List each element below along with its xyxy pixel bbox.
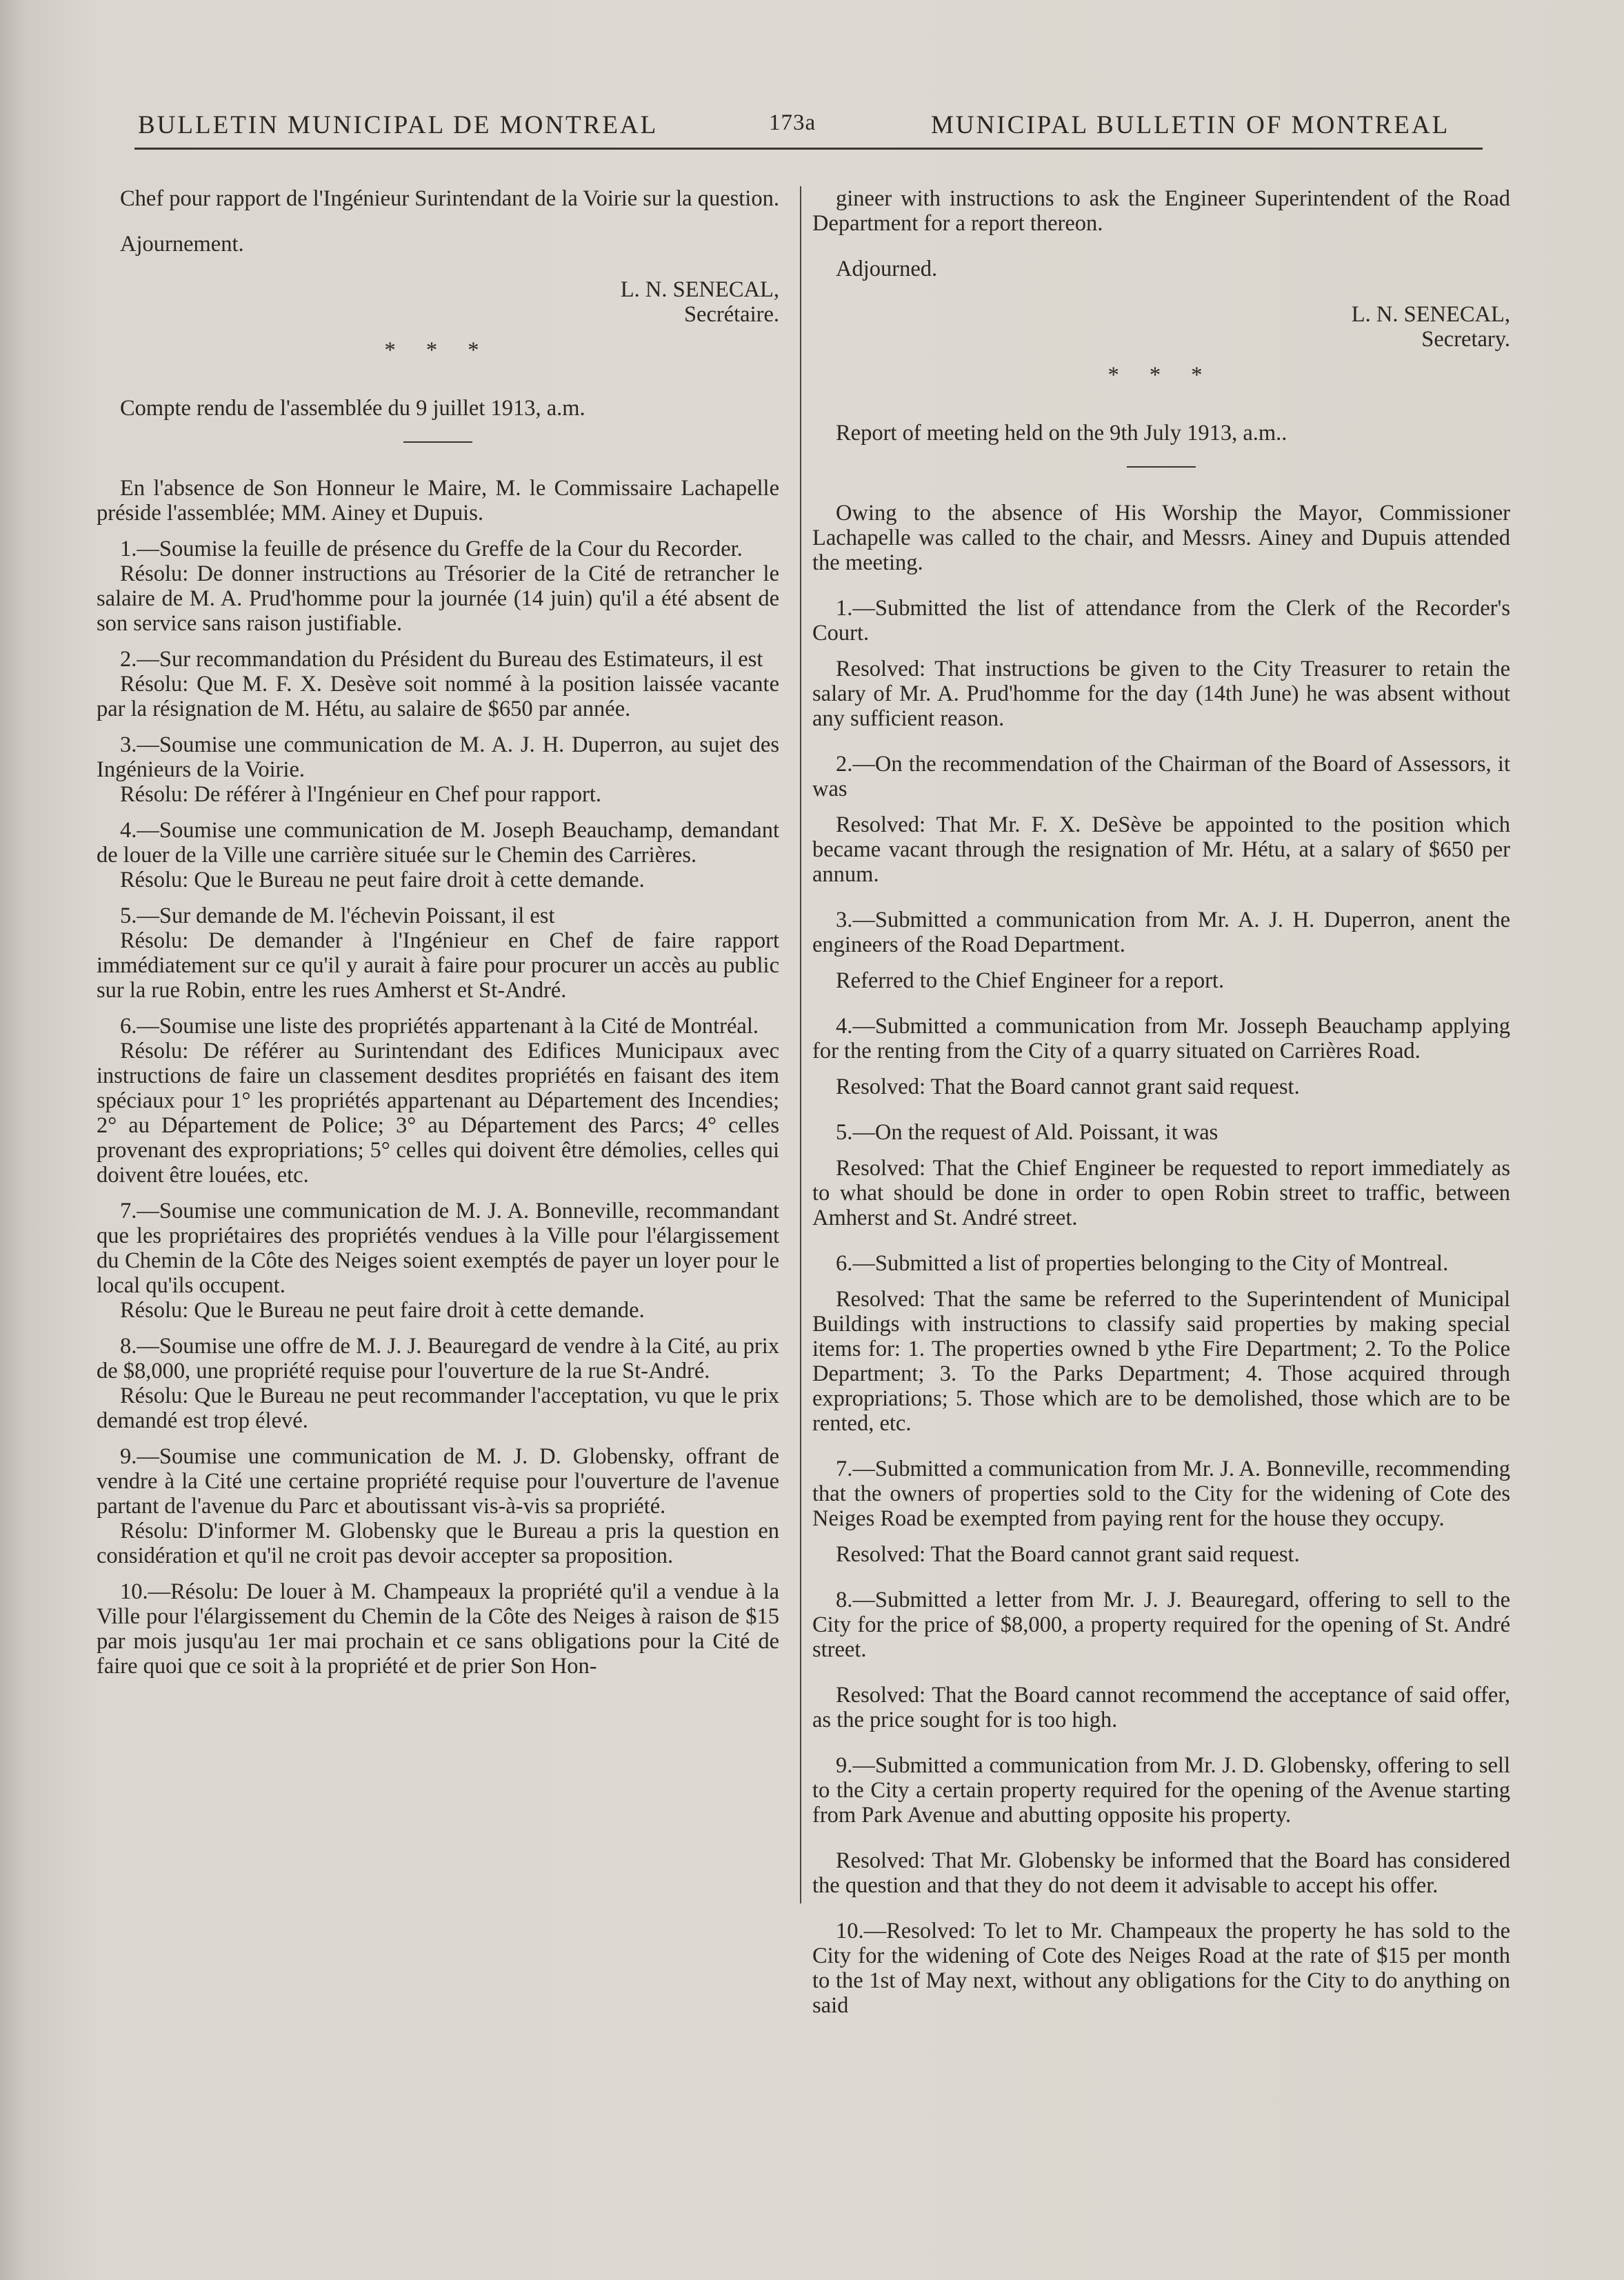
header-french-title: BULLETIN MUNICIPAL DE MONTREAL <box>138 111 659 139</box>
item-6: 6.—Soumise une liste des propriétés appartenant à la Cité de Montréal. <box>120 1014 759 1039</box>
intro-paragraph: Chef pour rapport de l'Ingénieur Surintendant de la Voirie sur la question. <box>120 186 779 211</box>
resolution-1: Résolu: De donner instructions au Trésorier de la Cité de retrancher le salaire de M. A. Prud'homme pour la journée (14 juin) qu'il a été absent de son service sans raison justifiable. <box>97 561 779 636</box>
item-10: 10.—Résolu: De louer à M. Champeaux la propriété qu'il a vendue à la Ville pour l'élargissement du Chemin de la Côte des Neiges à raison de $15 par mois jusqu'au 1er mai prochain et ce sans obligations pour la Cité de faire quoi que ce soit à la propriété et de prier Son Hon- <box>97 1579 779 1679</box>
english-column <box>812 186 1510 2018</box>
resolution-7: Resolved: That the Board cannot grant said request. <box>836 1542 1300 1567</box>
report-title: Report of meeting held on the 9th July 1913, a.m.. <box>836 421 1287 446</box>
intro-paragraph: gineer with instructions to ask the Engineer Superintendent of the Road Department for a report thereon. <box>812 186 1510 236</box>
attendance-paragraph: Owing to the absence of His Worship the Mayor, Commissioner Lachapelle was called to the chair, and Messrs. Ainey and Dupuis attended the meeting. <box>812 501 1510 575</box>
item-3: 3.—Submitted a communication from Mr. A. J. H. Duperron, anent the engineers of the Road Department. <box>812 908 1510 957</box>
item-2: 2.—On the recommendation of the Chairman of the Board of Assessors, it was <box>812 752 1510 801</box>
item-1: 1.—Soumise la feuille de présence du Greffe de la Cour du Recorder. <box>120 537 743 561</box>
resolution-1: Resolved: That instructions be given to the City Treasurer to retain the salary of Mr. A. Prud'homme for the day (14th June) he was absent without any sufficient reason. <box>812 657 1510 731</box>
signature-name: L. N. SENECAL, <box>620 277 779 302</box>
signature-title: Secrétaire. <box>683 302 779 327</box>
french-column <box>97 186 779 1679</box>
report-title: Compte rendu de l'assemblée du 9 juillet 1913, a.m. <box>120 396 585 421</box>
resolution-3: Referred to the Chief Engineer for a report. <box>836 968 1225 993</box>
resolution-2: Résolu: Que M. F. X. Desève soit nommé à la position laissée vacante par la résignation de M. Hétu, au salaire de $650 par année. <box>97 672 779 721</box>
attendance-paragraph: En l'absence de Son Honneur le Maire, M. le Commissaire Lachapelle préside l'assemblée; MM. Ainey et Dupuis. <box>97 476 779 526</box>
item-4: 4.—Submitted a communication from Mr. Josseph Beauchamp applying for the renting from the City of a quarry situated on Carrières Road. <box>812 1014 1510 1063</box>
item-8: 8.—Soumise une offre de M. J. J. Beauregard de vendre à la Cité, au prix de $8,000, une propriété requise pour l'ouverture de la rue St-André. <box>97 1334 779 1383</box>
item-4: 4.—Soumise une communication de M. Joseph Beauchamp, demandant de louer de la Ville une carrière située sur le Chemin des Carrières. <box>97 818 779 868</box>
section-separator: * * * <box>384 338 492 363</box>
item-9: 9.—Soumise une communication de M. J. D. Globensky, offrant de vendre à la Cité une certaine propriété requise pour l'ouverture de l'avenue partant de l'avenue du Parc et aboutissant vis-à-vis sa propriété. <box>97 1444 779 1519</box>
resolution-8: Resolved: That the Board cannot recommend the acceptance of said offer, as the price sought for is too high. <box>812 1683 1510 1732</box>
item-9: 9.—Submitted a communication from Mr. J. D. Globensky, offering to sell to the City a certain property required for the opening of the Avenue starting from Park Avenue and abutting opposite his property. <box>812 1753 1510 1828</box>
item-3: 3.—Soumise une communication de M. A. J. H. Duperron, au sujet des Ingénieurs de la Voirie. <box>97 732 779 782</box>
page-number: 173a <box>769 110 816 135</box>
adjournment: Ajournement. <box>120 232 244 257</box>
resolution-6: Résolu: De référer au Surintendant des Edifices Municipaux avec instructions de faire un classement desdites propriétés en faisant des item spéciaux pour 1° les propriétés appartenant au Département des Incendies; 2° au Département de Police; 3° au Département des Parcs; 4° celles provenant des expropriations; 5° celles qui doivent être démolies, celles qui doivent être louées, etc. <box>97 1039 779 1188</box>
resolution-4: Résolu: Que le Bureau ne peut faire droit à cette demande. <box>120 868 645 892</box>
resolution-5: Resolved: That the Chief Engineer be requested to report immediately as to what should be done in order to open Robin street to traffic, between Amherst and St. André street. <box>812 1156 1510 1230</box>
header-rule <box>134 148 1483 150</box>
resolution-8: Résolu: Que le Bureau ne peut recommander l'acceptation, vu que le prix demandé est trop élevé. <box>97 1383 779 1433</box>
resolution-6: Resolved: That the same be referred to the Superintendent of Municipal Buildings with instructions to classify said properties by making special items for: 1. The properties owned b ythe Fire Department; 2. To the Police Department; 3. To the Parks Department; 4. Those acquired through expropriations; 5. Those which are to be demolished, those which are to be rented, etc. <box>812 1287 1510 1436</box>
section-separator: * * * <box>1107 363 1215 388</box>
resolution-5: Résolu: De demander à l'Ingénieur en Chef de faire rapport immédiatement sur ce qu'il y aurait à faire pour procurer un accès au public sur la rue Robin, entre les rues Amherst et St-André. <box>97 928 779 1003</box>
adjournment: Adjourned. <box>836 257 938 281</box>
item-7: 7.—Submitted a communication from Mr. J. A. Bonneville, recommending that the owners of properties sold to the City for the widening of Cote des Neiges Road be exempted from paying rent for the house they occupy. <box>812 1457 1510 1531</box>
item-10: 10.—Resolved: To let to Mr. Champeaux the property he has sold to the City for the widening of Cote des Neiges Road at the rate of $15 per month to the 1st of May next, without any obligations for the City to do anything on said <box>812 1919 1510 2018</box>
item-8: 8.—Submitted a letter from Mr. J. J. Beauregard, offering to sell to the City for the price of $8,000, a property required for the opening of St. André street. <box>812 1588 1510 1662</box>
header-english-title: MUNICIPAL BULLETIN OF MONTREAL <box>931 111 1450 139</box>
signature-title: Secretary. <box>1421 327 1510 352</box>
resolution-2: Resolved: That Mr. F. X. DeSève be appointed to the position which became vacant through the resignation of Mr. Hétu, at a salary of $650 per annum. <box>812 812 1510 887</box>
item-2: 2.—Sur recommandation du Président du Bureau des Estimateurs, il est <box>120 647 763 672</box>
column-divider <box>800 186 801 1903</box>
resolution-9: Résolu: D'informer M. Globensky que le Bureau a pris la question en considération et qu'il ne croit pas devoir accepter sa proposition. <box>97 1519 779 1568</box>
resolution-7: Résolu: Que le Bureau ne peut faire droit à cette demande. <box>120 1298 645 1323</box>
item-5: 5.—On the request of Ald. Poissant, it was <box>836 1120 1219 1145</box>
signature-name: L. N. SENECAL, <box>1351 302 1510 327</box>
item-1: 1.—Submitted the list of attendance from the Clerk of the Recorder's Court. <box>812 596 1510 646</box>
item-5: 5.—Sur demande de M. l'échevin Poissant, il est <box>120 903 555 928</box>
item-6: 6.—Submitted a list of properties belonging to the City of Montreal. <box>836 1251 1449 1276</box>
resolution-3: Résolu: De référer à l'Ingénieur en Chef pour rapport. <box>120 782 602 807</box>
item-7: 7.—Soumise une communication de M. J. A. Bonneville, recommandant que les propriétaires des propriétés vendues à la Ville pour l'élargissement du Chemin de la Côte des Neiges soient exemptés de payer un loyer pour le local qu'ils occupent. <box>97 1199 779 1298</box>
resolution-9: Resolved: That Mr. Globensky be informed that the Board has considered the question and that they do not deem it advisable to accept his offer. <box>812 1848 1510 1898</box>
resolution-4: Resolved: That the Board cannot grant said request. <box>836 1074 1300 1099</box>
